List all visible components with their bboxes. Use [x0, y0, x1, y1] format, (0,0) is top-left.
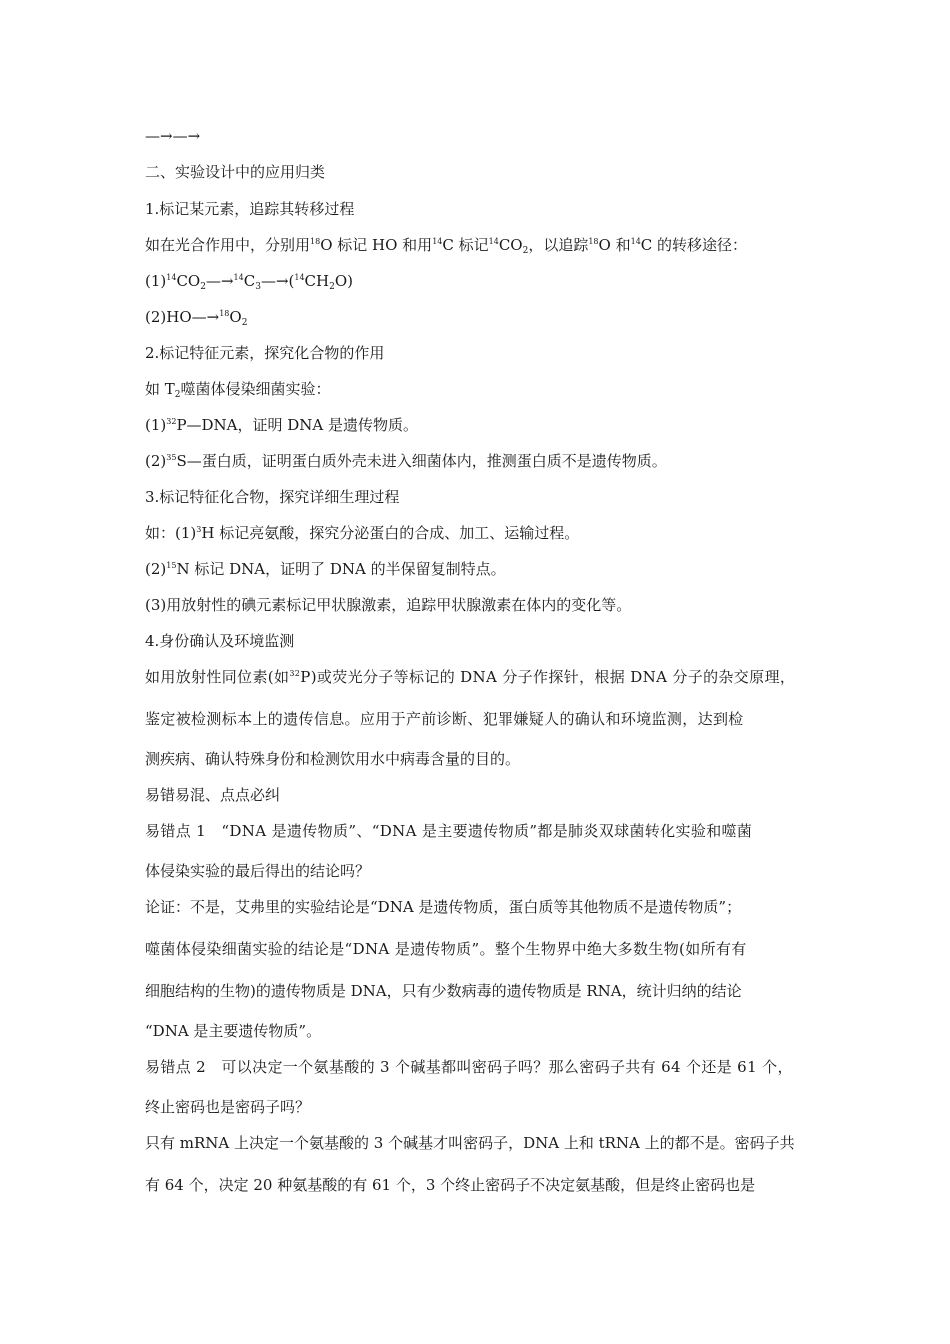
text-span: C — [243, 272, 256, 290]
list-item-s35 — [145, 451, 667, 471]
text-span: 如在光合作用中，分别用 — [145, 236, 311, 254]
superscript: 14 — [294, 273, 305, 282]
superscript: 14 — [432, 237, 443, 246]
text-span: P—DNA，证明 DNA 是遗传物质。 — [176, 416, 419, 434]
subscript: 2 — [200, 282, 206, 292]
error-point-2-question-cont: 终止密码也是密码子吗？ — [145, 1098, 311, 1116]
list-item-iodine: (3)用放射性的碘元素标记甲状腺激素，追踪甲状腺激素在体内的变化等。 — [145, 596, 632, 614]
text-span: ，以追踪 — [528, 236, 589, 254]
error-point-2-answer-1: 只有 mRNA 上决定一个氨基酸的 3 个碱基才叫密码子，DNA 上和 tRNA 上的都不是。密码子共 — [145, 1134, 795, 1152]
text-span: (1) — [145, 272, 167, 290]
superscript: 18 — [588, 237, 599, 246]
text-span: —→ — [205, 272, 234, 290]
text-span: S—蛋白质，证明蛋白质外壳未进入细菌体内，推测蛋白质不是遗传物质。 — [176, 452, 667, 470]
section-heading-errors: 易错易混、点点必纠 — [145, 786, 281, 804]
equation-carbon-pathway — [145, 271, 353, 291]
subscript: 2 — [329, 282, 335, 292]
superscript: 32 — [166, 417, 177, 426]
superscript: 18 — [310, 237, 321, 246]
subscript: 2 — [241, 318, 248, 328]
error-point-1-answer-1: 论证：不是，艾弗里的实验结论是“DNA 是遗传物质，蛋白质等其他物质不是遗传物质”； — [145, 898, 742, 916]
paragraph-phage-experiment — [145, 379, 331, 399]
subheading-3: 3.标记特征化合物，探究详细生理过程 — [145, 488, 400, 506]
subheading-2: 2.标记特征元素，探究化合物的作用 — [145, 344, 385, 362]
list-item-p32 — [145, 415, 418, 435]
text-span: (2) — [145, 452, 167, 470]
superscript: 14 — [630, 237, 641, 246]
paragraph-dna-probe-3: 测疾病、确认特殊身份和检测饮用水中病毒含量的目的。 — [145, 750, 521, 768]
error-point-1-question-cont: 体侵染实验的最后得出的结论吗？ — [145, 862, 371, 880]
text-span: 如用放射性同位素(如 — [145, 668, 290, 686]
paragraph-dna-probe-2: 鉴定被检测标本上的遗传信息。应用于产前诊断、犯罪嫌疑人的确认和环境监测，达到检 — [145, 710, 744, 728]
paragraph-dna-probe-1 — [145, 667, 795, 687]
text-span: (2)HO—→ — [145, 308, 220, 326]
section-heading: 二、实验设计中的应用归类 — [145, 163, 326, 181]
text-span: O) — [334, 272, 353, 290]
subheading-1: 1.标记某元素，追踪其转移过程 — [145, 200, 355, 218]
subscript: 2 — [174, 390, 181, 400]
error-point-1-question: 易错点 1 “DNA 是遗传物质”、“DNA 是主要遗传物质”都是肺炎双球菌转化实验和噬菌 — [145, 822, 753, 840]
text-span: (2) — [145, 560, 167, 578]
text-span: CH — [304, 272, 330, 290]
text-span: C 标记 — [442, 236, 489, 254]
text-span: O 和 — [598, 236, 631, 254]
equation-oxygen-pathway — [145, 307, 247, 327]
arrow-fragment-line: —→—→ — [145, 127, 201, 145]
superscript: 14 — [233, 273, 244, 282]
text-span: P)或荧光分子等标记的 DNA 分子作探针，根据 DNA 分子的杂交原理， — [300, 668, 796, 686]
superscript: 3 — [196, 525, 202, 534]
text-span: C 的转移途径： — [640, 236, 748, 254]
text-span: CO — [498, 236, 523, 254]
text-span: N 标记 DNA，证明了 DNA 的半保留复制特点。 — [176, 560, 506, 578]
paragraph-photosynthesis-tracing — [145, 235, 747, 255]
superscript: 15 — [166, 561, 177, 570]
text-span: (1) — [145, 416, 167, 434]
subheading-4: 4.身份确认及环境监测 — [145, 632, 295, 650]
superscript: 35 — [166, 453, 177, 462]
superscript: 14 — [166, 273, 177, 282]
text-span: 如：(1) — [145, 524, 197, 542]
superscript: 14 — [488, 237, 499, 246]
subscript: 3 — [255, 282, 261, 292]
superscript: 32 — [289, 669, 301, 678]
text-span: O 标记 HO 和用 — [320, 236, 433, 254]
superscript: 18 — [219, 309, 230, 318]
text-span: O — [229, 308, 242, 326]
error-point-1-answer-2: 噬菌体侵染细菌实验的结论是“DNA 是遗传物质”。整个生物界中绝大多数生物(如所有有 — [145, 940, 747, 958]
text-span: CO — [176, 272, 201, 290]
error-point-1-answer-4: “DNA 是主要遗传物质”。 — [145, 1022, 322, 1040]
list-item-h3 — [145, 523, 579, 543]
text-span: 噬菌体侵染细菌实验： — [180, 380, 331, 398]
error-point-1-answer-3: 细胞结构的生物)的遗传物质是 DNA，只有少数病毒的遗传物质是 RNA，统计归纳的结论 — [145, 982, 742, 1000]
subscript: 2 — [522, 246, 529, 256]
text-span: 如 T — [145, 380, 175, 398]
text-span: —→( — [260, 272, 295, 290]
list-item-n15 — [145, 559, 506, 579]
text-span: H 标记亮氨酸，探究分泌蛋白的合成、加工、运输过程。 — [201, 524, 580, 542]
error-point-2-question: 易错点 2 可以决定一个氨基酸的 3 个碱基都叫密码子吗？那么密码子共有 64 个还是 61 个， — [145, 1058, 793, 1076]
error-point-2-answer-2: 有 64 个，决定 20 种氨基酸的有 61 个，3 个终止密码子不决定氨基酸，但是终止密码也是 — [145, 1176, 756, 1194]
